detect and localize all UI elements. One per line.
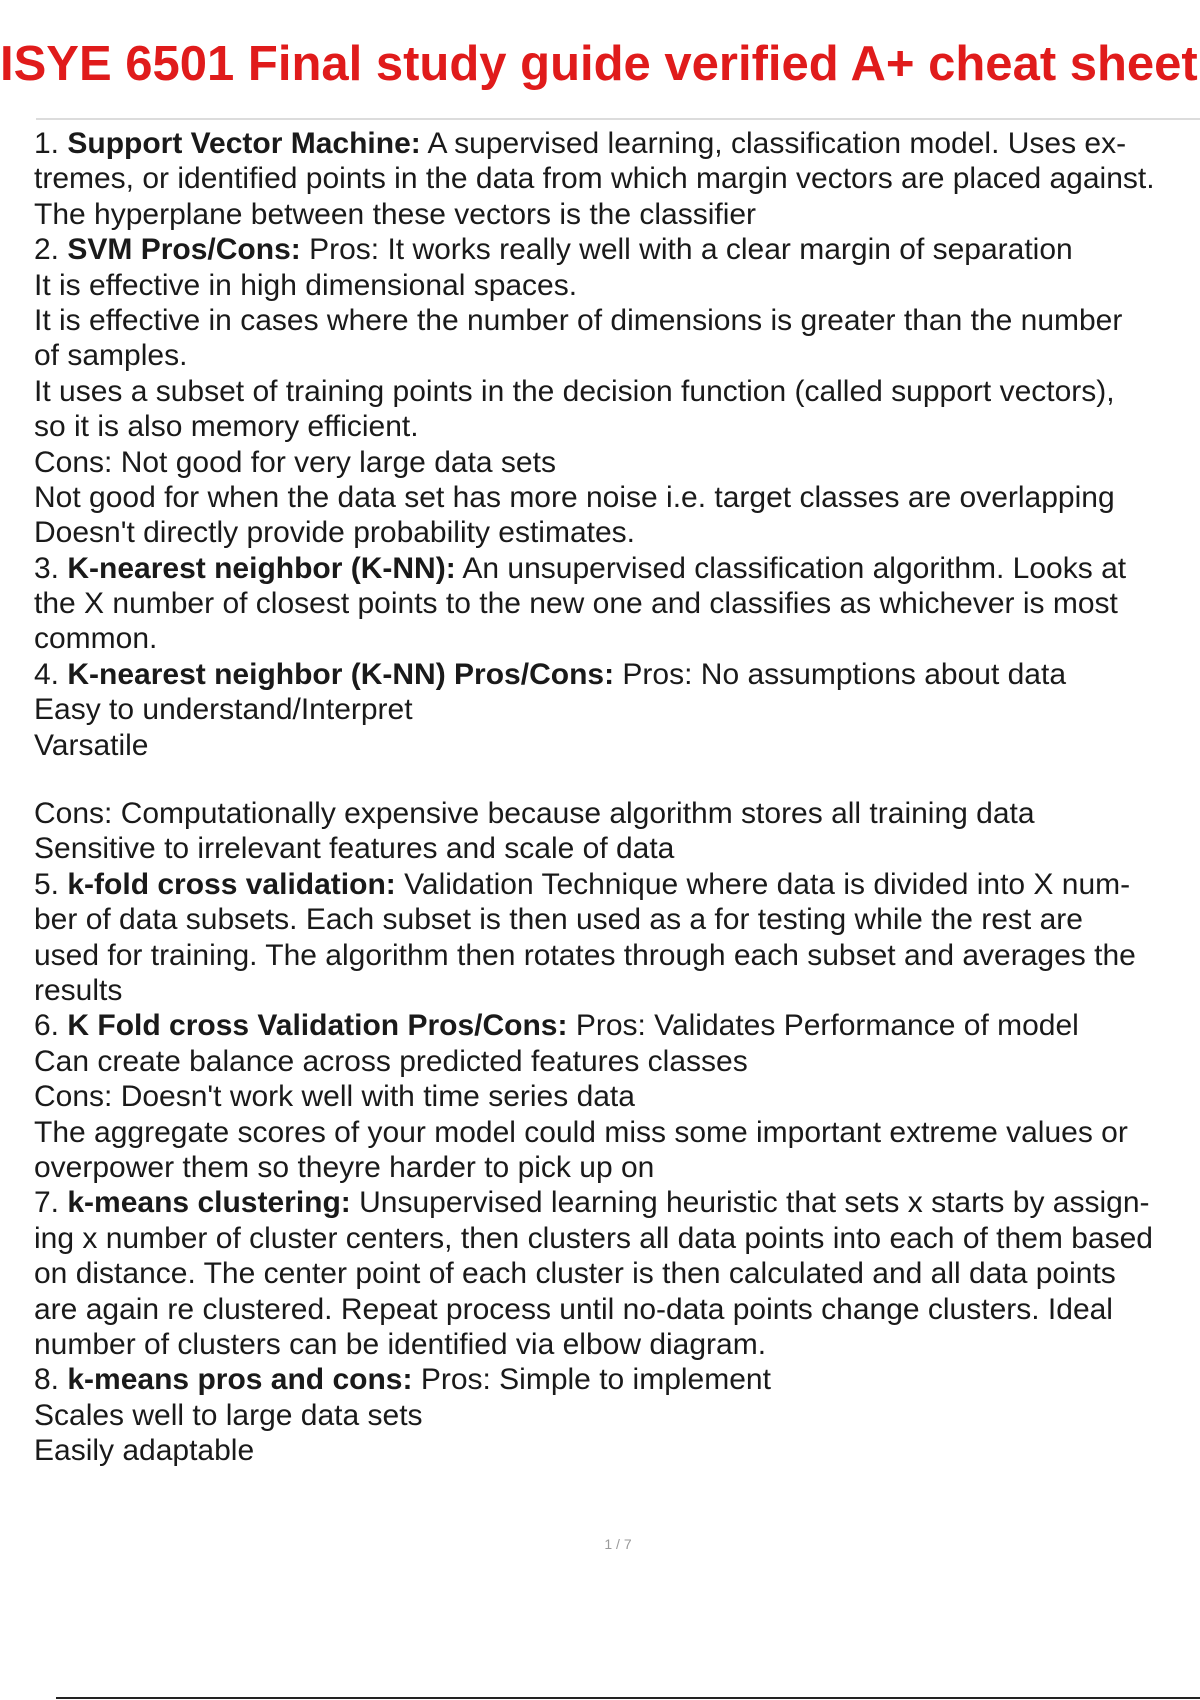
item-term: K Fold cross Validation Pros/Cons: [67,1009,568,1043]
study-guide-content [34,126,1200,1468]
item-term: SVM Pros/Cons: [67,233,301,267]
item-text-line: Scales well to large data sets [34,1398,423,1432]
item-text-line: Not good for when the data set has more noise i.e. target classes are overlapping [34,480,1115,514]
item-text-line: of samples. [34,339,188,373]
document-title: ISYE 6501 Final study guide verified A+ cheat sheet [0,37,1198,91]
item-text-line: It is effective in cases where the number of dimensions is greater than the number [34,303,1123,337]
item-number: 2. [34,233,60,267]
item-text-line: the X number of closest points to the new one and classifies as whichever is most [34,587,1118,621]
item-term: K-nearest neighbor (K-NN) Pros/Cons: [67,657,615,691]
item-text-line: Easily adaptable [34,1434,255,1468]
item-text-line: Cons: Not good for very large data sets [34,445,556,479]
title-divider [36,118,1200,120]
study-item-first-line [34,551,1200,586]
item-text-line: tremes, or identified points in the data from which margin vectors are placed against. [34,162,1155,196]
study-item-first-line [34,232,1200,267]
item-number: 1. [34,127,60,160]
item-term: k-fold cross validation: [67,867,396,901]
item-text-line: on distance. The center point of each cluster is then calculated and all data points [34,1257,1116,1291]
study-item [34,1362,1200,1468]
item-text-line: common. [34,622,158,656]
study-item-first-line [34,657,1200,692]
item-text-line: results [34,973,123,1007]
item-text: Pros: It works really well with a clear margin of separation [309,233,1073,267]
study-item-first-line [34,867,1200,902]
item-number: 7. [34,1186,60,1220]
study-item [34,1008,1200,1185]
item-text-line: Sensitive to irrelevant features and scale of data [34,832,675,866]
item-number: 3. [34,551,60,585]
study-item-first-line [34,1008,1200,1043]
study-item-first-line [34,1185,1200,1220]
item-text-line: Can create balance across predicted features classes [34,1044,748,1078]
item-text-line: The hyperplane between these vectors is the classifier [34,197,757,231]
item-text: Validation Technique where data is divided into X num- [404,867,1131,901]
item-text-line: are again re clustered. Repeat process until no-data points change clusters. Ideal [34,1292,1113,1326]
study-item-first-line [34,126,1200,161]
study-item [34,126,1200,232]
item-term: k-means clustering: [67,1186,351,1220]
item-text-line: number of clusters can be identified via elbow diagram. [34,1327,767,1361]
item-text: Pros: Simple to implement [420,1363,771,1397]
item-text-line: Cons: Doesn't work well with time series data [34,1080,635,1114]
item-text-line: It is effective in high dimensional spaces. [34,268,578,302]
page-number: 1 / 7 [604,1536,632,1552]
item-text: Pros: No assumptions about data [622,657,1067,691]
item-text: An unsupervised classification algorithm. Looks at [462,551,1127,585]
item-number: 4. [34,657,60,691]
item-text-line: overpower them so theyre harder to pick up on [34,1150,655,1184]
item-number: 6. [34,1009,60,1043]
item-text-line: ber of data subsets. Each subset is then used as a for testing while the rest are [34,903,1083,937]
item-text-line: used for training. The algorithm then rotates through each subset and averages the [34,938,1136,972]
item-term: Support Vector Machine: [67,127,421,160]
item-text-line: Easy to understand/Interpret [34,693,413,727]
item-term: K-nearest neighbor (K-NN): [67,551,456,585]
item-text: A supervised learning, classification model. Uses ex- [427,127,1127,160]
study-item-first-line [34,1362,1200,1397]
study-item [34,232,1200,551]
item-text: Pros: Validates Performance of model [575,1009,1079,1043]
item-number: 5. [34,867,60,901]
study-item [34,867,1200,1009]
item-text: Unsupervised learning heuristic that sets x starts by assign- [359,1186,1150,1220]
item-term: k-means pros and cons: [67,1363,413,1397]
study-item [34,551,1200,657]
item-text-line: It uses a subset of training points in the decision function (called support vectors), [34,374,1115,408]
item-text-line: Varsatile [34,728,149,762]
item-text-line: The aggregate scores of your model could miss some important extreme values or [34,1115,1128,1149]
blank-line [34,763,1200,796]
item-text-line: so it is also memory efficient. [34,410,419,444]
item-text-line: ing x number of cluster centers, then clusters all data points into each of them based [34,1221,1153,1255]
study-item [34,657,1200,867]
item-text-line: Doesn't directly provide probability estimates. [34,516,635,550]
study-item [34,1185,1200,1362]
footer-divider [56,1697,1200,1699]
item-text-line: Cons: Computationally expensive because algorithm stores all training data [34,797,1035,831]
item-number: 8. [34,1363,60,1397]
